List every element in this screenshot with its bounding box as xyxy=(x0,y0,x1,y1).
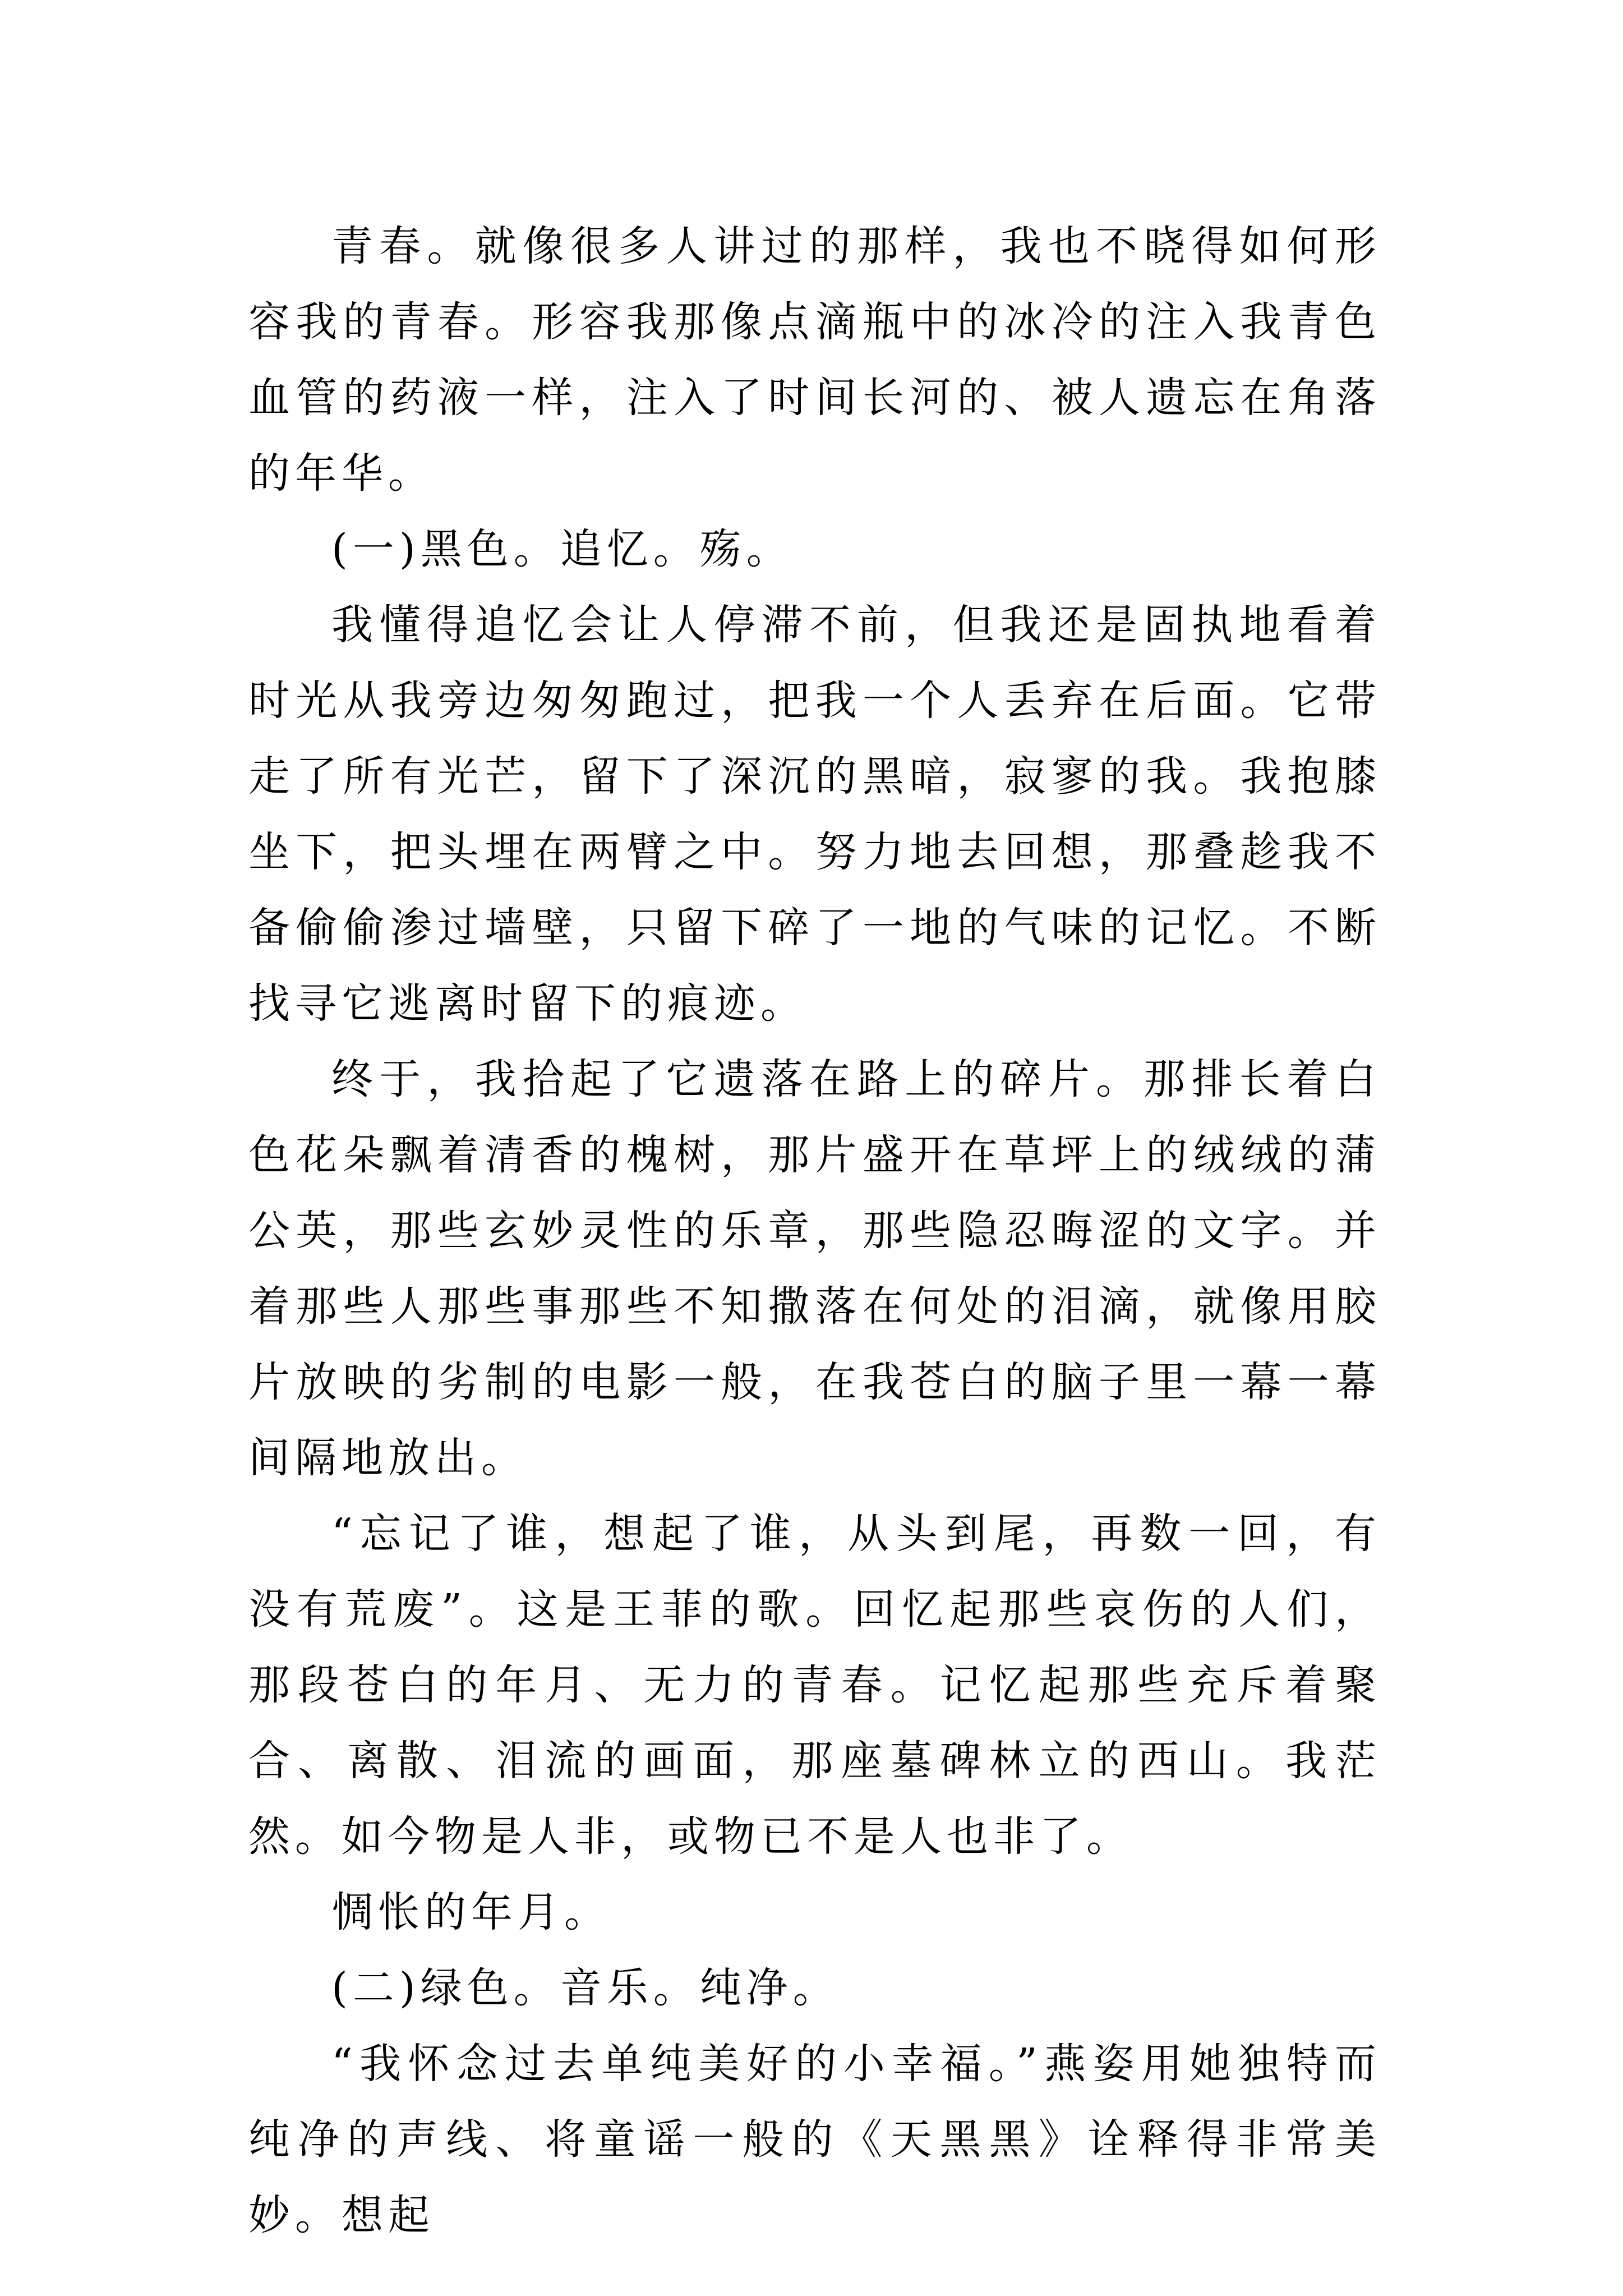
body-text xyxy=(248,209,1381,2253)
section-heading-black: (一)黑色。追忆。殇。 xyxy=(331,525,793,573)
paragraph-song-quote: “忘记了谁，想起了谁，从头到尾，再数一回，有没有荒废”。这是王菲的歌。回忆起那些哀伤的人们，那段苍白的年月、无力的青春。记忆起那些充斥着聚合、离散、泪流的画面，那座墓碑林立的西山。我茫然。如今物是人非，或物已不是人也非了。 xyxy=(248,1510,1381,1861)
paragraph-intro: 青春。就像很多人讲过的那样，我也不晓得如何形容我的青春。形容我那像点滴瓶中的冰冷的注入我青色血管的药液一样，注入了时间长河的、被人遗忘在角落的年华。 xyxy=(248,222,1381,498)
paragraph-melancholy: 惆怅的年月。 xyxy=(331,1888,611,1936)
section-heading-green: (二)绿色。音乐。纯净。 xyxy=(331,1964,840,2012)
paragraph-fragments: 终于，我拾起了它遗落在路上的碎片。那排长着白色花朵飘着清香的槐树，那片盛开在草坪上的绒绒的蒲公英，那些玄妙灵性的乐章，那些隐忍晦涩的文字。并着那些人那些事那些不知撒落在何处的泪滴，就像用胶片放映的劣制的电影一般，在我苍白的脑子里一幕一幕间隔地放出。 xyxy=(248,1055,1381,1482)
paragraph-recollection: 我懂得追忆会让人停滞不前，但我还是固执地看着时光从我旁边匆匆跑过，把我一个人丢弃在后面。它带走了所有光芒，留下了深沉的黑暗，寂寥的我。我抱膝坐下，把头埋在两臂之中。努力地去回想，那叠趁我不备偷偷渗过墙壁，只留下碎了一地的气味的记忆。不断找寻它逃离时留下的痕迹。 xyxy=(248,601,1381,1028)
paragraph-music: “我怀念过去单纯美好的小幸福。”燕姿用她独特而纯净的声线、将童谣一般的《天黑黑》诠释得非常美妙。想起 xyxy=(248,2040,1381,2239)
